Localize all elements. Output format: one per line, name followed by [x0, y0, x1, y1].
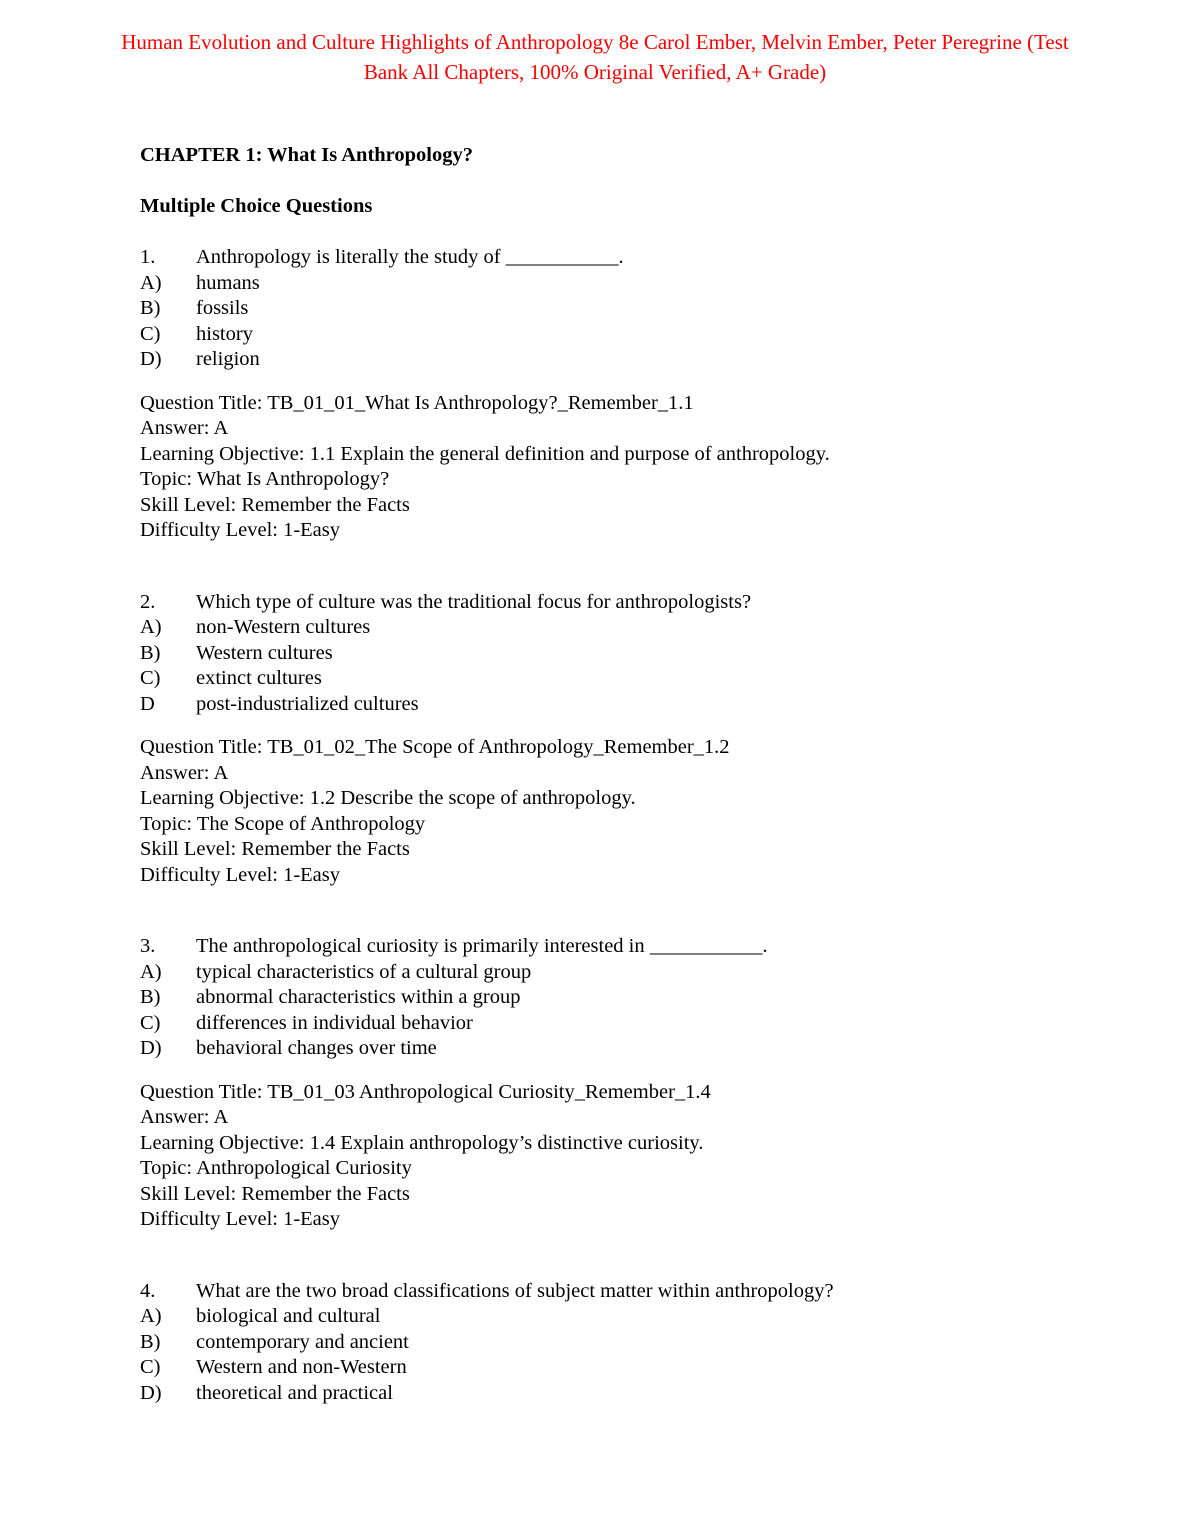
option-label: A) [140, 271, 162, 294]
question-text-row [140, 1279, 1165, 1305]
option-text: religion [196, 348, 260, 370]
option-row-c [140, 1355, 1165, 1381]
option-text: fossils [196, 297, 249, 319]
question-title-line: Question Title: TB_01_01_What Is Anthropology?_Remember_1.1 [140, 391, 694, 414]
topic-line: Topic: What Is Anthropology? [140, 468, 390, 490]
answer-line: Answer: A [140, 417, 229, 439]
option-row-d [140, 347, 1165, 373]
option-label: D) [140, 1037, 162, 1059]
option-label: D) [140, 348, 162, 370]
question-number: 2. [140, 590, 156, 613]
option-row-c [140, 666, 1165, 692]
option-text: extinct cultures [196, 667, 322, 689]
question-1 [140, 245, 1165, 373]
skill-level-line: Skill Level: Remember the Facts [140, 493, 410, 516]
question-text: The anthropological curiosity is primarily interested in ___________. [196, 935, 768, 957]
skill-level-line: Skill Level: Remember the Facts [140, 1182, 410, 1205]
question-2 [140, 590, 1165, 718]
difficulty-level-line: Difficulty Level: 1-Easy [140, 519, 341, 541]
learning-objective-line: Learning Objective: 1.2 Describe the scope of anthropology. [140, 787, 636, 809]
difficulty-level-line: Difficulty Level: 1-Easy [140, 863, 341, 886]
chapter-title: CHAPTER 1: What Is Anthropology? [140, 144, 473, 166]
option-label: B) [140, 1330, 161, 1353]
option-text: theoretical and practical [196, 1381, 393, 1404]
section-title: Multiple Choice Questions [140, 195, 373, 217]
option-label: C) [140, 1356, 161, 1378]
question-1-metadata [140, 391, 1165, 544]
option-label: A) [140, 1305, 162, 1327]
question-text-row [140, 245, 1165, 271]
option-label: A) [140, 960, 162, 983]
option-row-a [140, 271, 1165, 297]
question-4 [140, 1279, 1165, 1407]
document-body [0, 87, 1190, 1406]
option-text: contemporary and ancient [196, 1330, 409, 1353]
option-row-c [140, 1011, 1165, 1037]
option-row-d [140, 1381, 1165, 1407]
option-text: history [196, 322, 253, 345]
question-text: Which type of culture was the traditional focus for anthropologists? [196, 590, 752, 613]
question-text: What are the two broad classifications of subject matter within anthropology? [196, 1279, 834, 1302]
question-2-metadata [140, 735, 1165, 888]
question-number: 4. [140, 1279, 156, 1302]
option-text: biological and cultural [196, 1305, 381, 1327]
option-row-d [140, 1036, 1165, 1062]
question-text-row [140, 934, 1165, 960]
option-row-d [140, 692, 1165, 718]
option-row-b [140, 985, 1165, 1011]
question-title-line: Question Title: TB_01_03 Anthropological Curiosity_Remember_1.4 [140, 1080, 711, 1103]
option-label: A) [140, 616, 162, 638]
option-row-c [140, 322, 1165, 348]
question-title-line: Question Title: TB_01_02_The Scope of Anthropology_Remember_1.2 [140, 736, 730, 758]
option-row-b [140, 641, 1165, 667]
question-number: 3. [140, 935, 156, 957]
option-row-a [140, 1304, 1165, 1330]
option-row-b [140, 296, 1165, 322]
option-text: differences in individual behavior [196, 1011, 473, 1034]
option-text: non-Western cultures [196, 616, 371, 638]
answer-line: Answer: A [140, 761, 229, 784]
option-row-a [140, 615, 1165, 641]
learning-objective-line: Learning Objective: 1.4 Explain anthropology’s distinctive curiosity. [140, 1131, 704, 1154]
option-label: B) [140, 641, 161, 664]
topic-line: Topic: The Scope of Anthropology [140, 812, 426, 835]
question-3 [140, 934, 1165, 1062]
option-text: abnormal characteristics within a group [196, 986, 521, 1008]
option-row-a [140, 960, 1165, 986]
option-label: B) [140, 297, 161, 319]
difficulty-level-line: Difficulty Level: 1-Easy [140, 1208, 341, 1230]
option-label: D) [140, 1381, 162, 1404]
option-row-b [140, 1330, 1165, 1356]
document-header-title: Human Evolution and Culture Highlights of Anthropology 8e Carol Ember, Melvin Ember, Peter Peregrine (Test Bank All Chapters, 100% Original Verified, A+ Grade) [121, 30, 1069, 84]
option-label: D [140, 692, 155, 715]
option-label: C) [140, 1011, 161, 1034]
option-text: Western and non-Western [196, 1356, 407, 1378]
topic-line: Topic: Anthropological Curiosity [140, 1157, 412, 1179]
option-text: Western cultures [196, 641, 333, 664]
option-label: B) [140, 986, 161, 1008]
option-text: humans [196, 271, 260, 294]
learning-objective-line: Learning Objective: 1.1 Explain the general definition and purpose of anthropology. [140, 442, 830, 465]
option-text: behavioral changes over time [196, 1037, 437, 1059]
option-text: typical characteristics of a cultural group [196, 960, 532, 983]
question-text-row [140, 590, 1165, 616]
skill-level-line: Skill Level: Remember the Facts [140, 838, 410, 860]
question-text: Anthropology is literally the study of ___________. [196, 246, 624, 268]
option-label: C) [140, 667, 161, 689]
answer-line: Answer: A [140, 1106, 229, 1128]
option-label: C) [140, 322, 161, 345]
option-text: post-industrialized cultures [196, 692, 419, 715]
question-number: 1. [140, 246, 156, 268]
question-3-metadata [140, 1080, 1165, 1233]
